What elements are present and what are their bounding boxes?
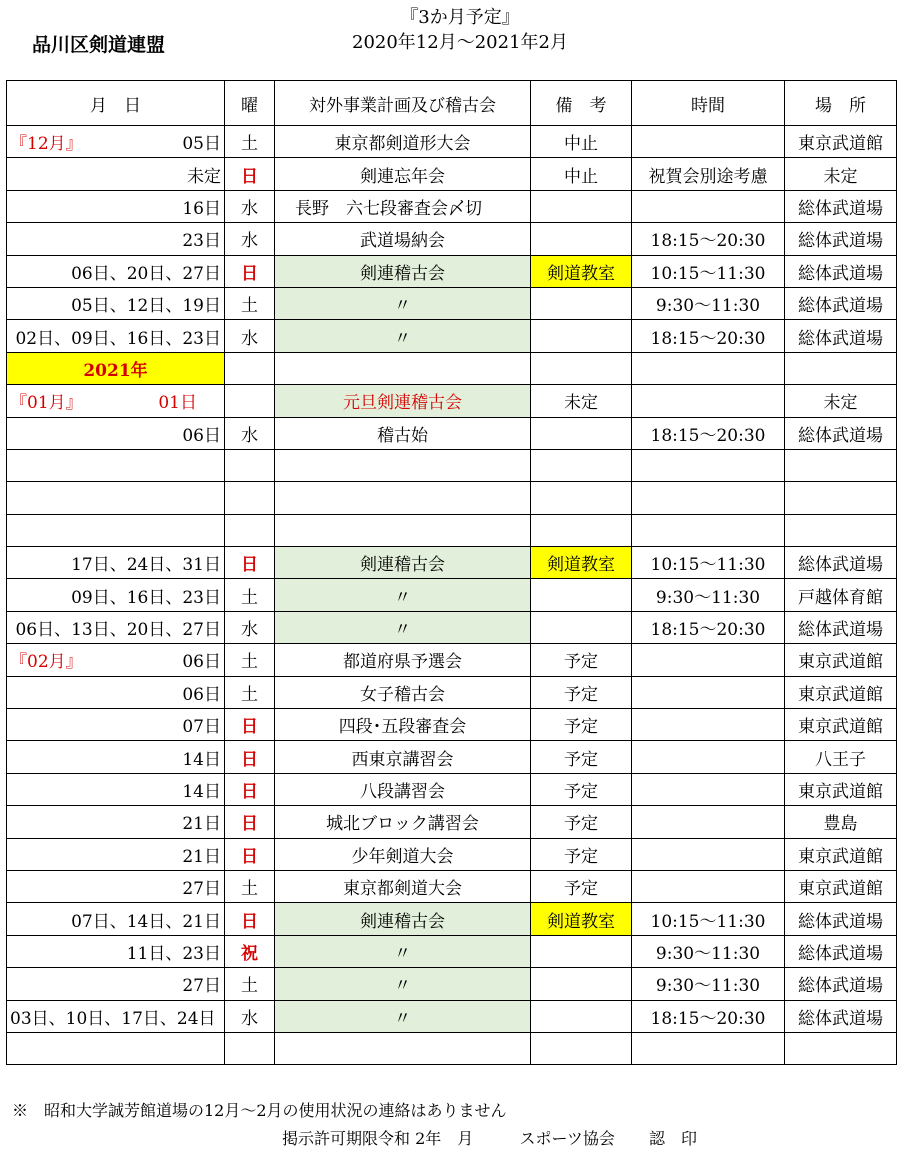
cell-date <box>7 644 225 676</box>
cell-place: 総体武道場 <box>785 287 897 319</box>
cell-note: 剣道教室 <box>531 547 632 579</box>
cell-date: 06日 <box>7 676 225 708</box>
cell-place: 総体武道場 <box>785 255 897 287</box>
page-title: 『3か月予定』 <box>400 7 520 28</box>
cell-event: 〃 <box>275 935 531 967</box>
cell-time <box>632 676 785 708</box>
column-header-note: 備 考 <box>531 81 632 126</box>
table-row <box>7 676 897 708</box>
column-header-event: 対外事業計画及び稽古会 <box>275 81 531 126</box>
table-row <box>7 579 897 611</box>
cell-place: 東京武道館 <box>785 870 897 902</box>
cell-date: 02日、09日、16日、23日 <box>7 320 225 352</box>
cell-event: 八段講習会 <box>275 773 531 805</box>
column-header-dow: 曜 <box>225 81 275 126</box>
cell-day-of-week: 水 <box>225 223 275 255</box>
day-label: 01日 <box>158 393 197 414</box>
table-row <box>7 806 897 838</box>
cell-event: 〃 <box>275 1000 531 1032</box>
cell-note <box>531 1000 632 1032</box>
table-row <box>7 644 897 676</box>
cell-time: 9:30～11:30 <box>632 579 785 611</box>
table-row <box>7 482 897 514</box>
cell-time: 10:15～11:30 <box>632 547 785 579</box>
cell-time-empty <box>632 514 785 546</box>
cell-place: 総体武道場 <box>785 903 897 935</box>
day-label: 05日 <box>182 134 221 155</box>
footer-note: ※ 昭和大学誠芳館道場の12月～2月の使用状況の連絡はありません <box>12 1101 507 1120</box>
cell-dow-empty <box>225 482 275 514</box>
cell-date: 03日、10日、17日、24日 <box>7 1000 225 1032</box>
table-row <box>7 709 897 741</box>
cell-day-of-week: 土 <box>225 579 275 611</box>
cell-date <box>7 385 225 417</box>
cell-time-empty <box>632 482 785 514</box>
cell-event: 城北ブロック講習会 <box>275 806 531 838</box>
cell-day-of-week: 日 <box>225 806 275 838</box>
cell-event-empty <box>275 514 531 546</box>
cell-event: 剣連稽古会 <box>275 903 531 935</box>
cell-place: 総体武道場 <box>785 968 897 1000</box>
cell-place: 東京武道館 <box>785 644 897 676</box>
cell-note-empty <box>531 449 632 481</box>
cell-event: 少年剣道大会 <box>275 838 531 870</box>
cell-day-of-week: 日 <box>225 838 275 870</box>
cell-event-empty <box>275 482 531 514</box>
table-row <box>7 870 897 902</box>
cell-place: 総体武道場 <box>785 611 897 643</box>
year-marker: 2021年 <box>7 352 225 384</box>
table-row <box>7 449 897 481</box>
cell-place: 未定 <box>785 158 897 190</box>
cell-event-empty <box>275 352 531 384</box>
cell-time: 18:15～20:30 <box>632 1000 785 1032</box>
table-row <box>7 611 897 643</box>
cell-note <box>531 417 632 449</box>
cell-event: 女子稽古会 <box>275 676 531 708</box>
cell-time: 10:15～11:30 <box>632 903 785 935</box>
cell-date: 16日 <box>7 190 225 222</box>
cell-time: 18:15～20:30 <box>632 611 785 643</box>
cell-time <box>632 644 785 676</box>
permit-period: 掲示許可期限令和 2年 月 <box>282 1129 474 1148</box>
cell-place-empty <box>785 514 897 546</box>
cell-place: 東京武道館 <box>785 676 897 708</box>
cell-day-of-week: 土 <box>225 968 275 1000</box>
cell-time: 9:30～11:30 <box>632 935 785 967</box>
cell-day-of-week: 水 <box>225 320 275 352</box>
cell-date: 06日、20日、27日 <box>7 255 225 287</box>
cell-day-of-week: 水 <box>225 611 275 643</box>
cell-place: 八王子 <box>785 741 897 773</box>
cell-day-of-week: 土 <box>225 644 275 676</box>
cell-event: 武道場納会 <box>275 223 531 255</box>
cell-date <box>7 126 225 158</box>
cell-event: 元旦剣連稽古会 <box>275 385 531 417</box>
cell-note: 予定 <box>531 676 632 708</box>
cell-place: 総体武道場 <box>785 1000 897 1032</box>
cell-event: 剣連稽古会 <box>275 255 531 287</box>
cell-event: 都道府県予選会 <box>275 644 531 676</box>
cell-note <box>531 968 632 1000</box>
cell-place: 戸越体育館 <box>785 579 897 611</box>
table-row <box>7 773 897 805</box>
cell-event: 東京都剣道大会 <box>275 870 531 902</box>
cell-place: 総体武道場 <box>785 320 897 352</box>
cell-event: 〃 <box>275 320 531 352</box>
cell-event: 〃 <box>275 968 531 1000</box>
table-row <box>7 320 897 352</box>
cell-note: 中止 <box>531 158 632 190</box>
cell-date: 14日 <box>7 741 225 773</box>
table-row <box>7 741 897 773</box>
cell-event-empty <box>275 1032 531 1064</box>
table-row <box>7 287 897 319</box>
month-label: 『02月』 <box>10 652 83 673</box>
cell-date-empty <box>7 482 225 514</box>
cell-place: 豊島 <box>785 806 897 838</box>
cell-date: 27日 <box>7 870 225 902</box>
cell-day-of-week: 土 <box>225 676 275 708</box>
cell-place: 総体武道場 <box>785 223 897 255</box>
month-label: 『12月』 <box>10 134 83 155</box>
cell-date-empty <box>7 514 225 546</box>
cell-time <box>632 126 785 158</box>
cell-date-empty <box>7 1032 225 1064</box>
table-row <box>7 514 897 546</box>
cell-event: 四段･五段審査会 <box>275 709 531 741</box>
cell-time: 10:15～11:30 <box>632 255 785 287</box>
cell-time: 祝賀会別途考慮 <box>632 158 785 190</box>
cell-time: 9:30～11:30 <box>632 968 785 1000</box>
column-header-time: 時間 <box>632 81 785 126</box>
cell-note <box>531 935 632 967</box>
cell-event: 〃 <box>275 611 531 643</box>
table-row <box>7 1000 897 1032</box>
cell-date: 21日 <box>7 806 225 838</box>
cell-day-of-week: 日 <box>225 547 275 579</box>
cell-event: 長野 六七段審査会〆切 <box>275 190 531 222</box>
cell-day-of-week: 日 <box>225 709 275 741</box>
organization-name: 品川区剣道連盟 <box>32 34 166 56</box>
cell-place: 東京武道館 <box>785 709 897 741</box>
cell-event: 〃 <box>275 287 531 319</box>
cell-dow-empty <box>225 1032 275 1064</box>
table-row <box>7 385 897 417</box>
cell-time-empty <box>632 449 785 481</box>
cell-event: 〃 <box>275 579 531 611</box>
cell-time <box>632 838 785 870</box>
cell-time: 9:30～11:30 <box>632 287 785 319</box>
cell-place-empty <box>785 1032 897 1064</box>
table-row <box>7 1032 897 1064</box>
cell-note: 予定 <box>531 773 632 805</box>
cell-event: 東京都剣道形大会 <box>275 126 531 158</box>
cell-note: 予定 <box>531 806 632 838</box>
table-row <box>7 968 897 1000</box>
table-row <box>7 223 897 255</box>
cell-place: 東京武道館 <box>785 838 897 870</box>
cell-date: 14日 <box>7 773 225 805</box>
column-header-place: 場 所 <box>785 81 897 126</box>
schedule-table <box>6 80 897 1065</box>
cell-place: 東京武道館 <box>785 773 897 805</box>
cell-date: 06日、13日、20日、27日 <box>7 611 225 643</box>
table-row <box>7 547 897 579</box>
table-row <box>7 190 897 222</box>
table-row <box>7 126 897 158</box>
cell-day-of-week: 祝 <box>225 935 275 967</box>
cell-date: 06日 <box>7 417 225 449</box>
cell-date: 21日 <box>7 838 225 870</box>
cell-note: 予定 <box>531 741 632 773</box>
cell-date: 09日、16日、23日 <box>7 579 225 611</box>
cell-place-empty <box>785 352 897 384</box>
cell-day-of-week: 日 <box>225 255 275 287</box>
cell-day-of-week: 日 <box>225 773 275 805</box>
cell-day-of-week: 水 <box>225 1000 275 1032</box>
cell-note: 予定 <box>531 838 632 870</box>
cell-note: 予定 <box>531 709 632 741</box>
day-label: 06日 <box>182 652 221 673</box>
month-label: 『01月』 <box>10 393 83 414</box>
cell-day-of-week: 土 <box>225 870 275 902</box>
cell-date: 07日、14日、21日 <box>7 903 225 935</box>
table-row <box>7 255 897 287</box>
cell-place: 総体武道場 <box>785 190 897 222</box>
stamp-label: 認 印 <box>649 1129 698 1148</box>
cell-note-empty <box>531 482 632 514</box>
cell-dow-empty <box>225 514 275 546</box>
cell-note: 未定 <box>531 385 632 417</box>
schedule-period: 2020年12月～2021年2月 <box>352 32 568 53</box>
approver-label: スポーツ協会 <box>519 1129 615 1148</box>
cell-day-of-week: 土 <box>225 126 275 158</box>
cell-day-of-week: 水 <box>225 190 275 222</box>
cell-date: 17日、24日、31日 <box>7 547 225 579</box>
cell-place: 東京武道館 <box>785 126 897 158</box>
footer-permit-line <box>282 1126 697 1149</box>
table-row <box>7 838 897 870</box>
table-row <box>7 903 897 935</box>
table-row <box>7 935 897 967</box>
cell-time <box>632 741 785 773</box>
cell-note-empty <box>531 514 632 546</box>
cell-date: 07日 <box>7 709 225 741</box>
cell-note <box>531 287 632 319</box>
cell-dow-empty <box>225 352 275 384</box>
table-row <box>7 158 897 190</box>
cell-time: 18:15～20:30 <box>632 320 785 352</box>
cell-date: 23日 <box>7 223 225 255</box>
cell-dow-empty <box>225 449 275 481</box>
cell-note: 剣道教室 <box>531 255 632 287</box>
cell-date-empty <box>7 449 225 481</box>
cell-note: 予定 <box>531 870 632 902</box>
cell-day-of-week: 日 <box>225 903 275 935</box>
cell-day-of-week: 土 <box>225 287 275 319</box>
cell-time <box>632 870 785 902</box>
cell-note: 予定 <box>531 644 632 676</box>
cell-note <box>531 611 632 643</box>
cell-event: 稽古始 <box>275 417 531 449</box>
cell-day-of-week: 水 <box>225 417 275 449</box>
table-header-row <box>7 81 897 126</box>
cell-date: 05日、12日、19日 <box>7 287 225 319</box>
cell-time: 18:15～20:30 <box>632 223 785 255</box>
cell-note <box>531 320 632 352</box>
cell-place-empty <box>785 482 897 514</box>
cell-time-empty <box>632 1032 785 1064</box>
cell-time <box>632 190 785 222</box>
cell-date: 11日、23日 <box>7 935 225 967</box>
table-row <box>7 352 897 384</box>
cell-note <box>531 190 632 222</box>
cell-day-of-week: 日 <box>225 158 275 190</box>
table-body <box>7 126 897 1065</box>
cell-event: 剣連稽古会 <box>275 547 531 579</box>
cell-note: 中止 <box>531 126 632 158</box>
cell-note-empty <box>531 352 632 384</box>
column-header-date: 月 日 <box>7 81 225 126</box>
cell-time <box>632 806 785 838</box>
cell-place: 総体武道場 <box>785 547 897 579</box>
cell-date: 27日 <box>7 968 225 1000</box>
cell-event-empty <box>275 449 531 481</box>
cell-event: 剣連忘年会 <box>275 158 531 190</box>
cell-place: 総体武道場 <box>785 935 897 967</box>
cell-time <box>632 385 785 417</box>
cell-place: 総体武道場 <box>785 417 897 449</box>
cell-note: 剣道教室 <box>531 903 632 935</box>
cell-note <box>531 579 632 611</box>
cell-note <box>531 223 632 255</box>
cell-note-empty <box>531 1032 632 1064</box>
cell-event: 西東京講習会 <box>275 741 531 773</box>
cell-time-empty <box>632 352 785 384</box>
table-row <box>7 417 897 449</box>
cell-place-empty <box>785 449 897 481</box>
cell-day-of-week <box>225 385 275 417</box>
cell-time <box>632 709 785 741</box>
cell-time: 18:15～20:30 <box>632 417 785 449</box>
cell-time <box>632 773 785 805</box>
cell-date: 未定 <box>7 158 225 190</box>
cell-day-of-week: 日 <box>225 741 275 773</box>
cell-place: 未定 <box>785 385 897 417</box>
